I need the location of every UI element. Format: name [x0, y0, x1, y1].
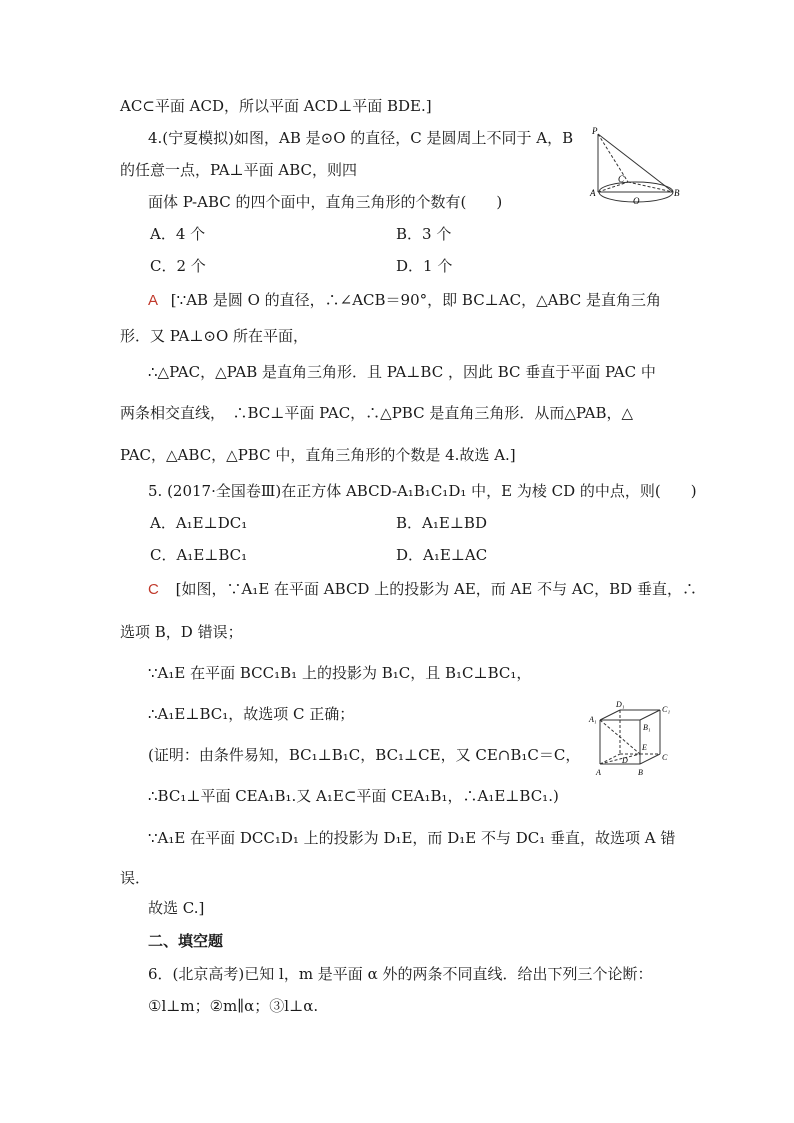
answer-5-line — [148, 579, 697, 600]
answer-5-line: ∴BC₁⊥平面 CEA₁B₁.又 A₁E⊂平面 CEA₁B₁，∴A₁E⊥BC₁.) — [148, 787, 559, 805]
answer-text: [如图，∵A₁E 在平面 ABCD 上的投影为 AE，而 AE 不与 AC，BD 垂直，∴ — [175, 580, 697, 598]
label-o: O — [633, 196, 640, 206]
text-line: AC⊂平面 ACD，所以平面 ACD⊥平面 BDE.] — [120, 97, 432, 115]
question-5-stem: 5. (2017·全国卷Ⅲ)在正方体 ABCD-A₁B₁C₁D₁ 中，E 为棱 CD 的中点，则( ) — [148, 482, 697, 500]
option-a: A．4 个 — [150, 225, 206, 243]
option-c: C．A₁E⊥BC₁ — [150, 546, 248, 564]
label-b: B — [674, 188, 680, 198]
label-a: A — [596, 768, 601, 777]
answer-5-line: 故选 C.] — [148, 899, 205, 917]
label-d: D — [622, 756, 628, 765]
label-d1: D₁ — [616, 700, 625, 709]
question-6-stem: 6．(北京高考)已知 l，m 是平面 α 外的两条不同直线．给出下列三个论断： — [148, 965, 653, 983]
answer-text: [∵AB 是圆 O 的直径，∴∠ACB＝90°，即 BC⊥AC，△ABC 是直角三角 — [170, 291, 662, 309]
question-6-stem-cont: ①l⊥m；②m∥α；③l⊥α. — [148, 997, 319, 1015]
label-c: C — [618, 174, 625, 184]
answer-5-line: ∴A₁E⊥BC₁，故选项 C 正确； — [148, 705, 355, 723]
option-b: B．3 个 — [396, 225, 452, 243]
question-4-stem: 4.(宁夏模拟)如图，AB 是⊙O 的直径，C 是圆周上不同于 A，B — [148, 129, 574, 147]
label-p: P — [592, 126, 598, 136]
answer-4-line — [148, 290, 661, 311]
label-a1: A₁ — [589, 715, 597, 724]
tetrahedron-figure — [588, 124, 680, 212]
question-4-stem-cont: 的任意一点，PA⊥平面 ABC，则四 — [120, 161, 358, 179]
answer-4-line: 形．又 PA⊥⊙O 所在平面， — [120, 327, 309, 345]
label-a: A — [590, 188, 596, 198]
option-a: A．A₁E⊥DC₁ — [150, 514, 248, 532]
option-d: D．A₁E⊥AC — [396, 546, 488, 564]
answer-4-line: ∴△PAC，△PAB 是直角三角形．且 PA⊥BC ，因此 BC 垂直于平面 PAC 中 — [148, 363, 656, 381]
label-b1: B₁ — [643, 723, 651, 732]
question-4-stem-cont: 面体 P-ABC 的四个面中，直角三角形的个数有( ) — [148, 193, 503, 211]
cube-figure — [588, 700, 680, 780]
answer-5-line: ∵A₁E 在平面 BCC₁B₁ 上的投影为 B₁C，且 B₁C⊥BC₁， — [148, 664, 532, 682]
option-b: B．A₁E⊥BD — [396, 514, 487, 532]
answer-5-line: 误． — [120, 869, 151, 887]
answer-5-line: ∵A₁E 在平面 DCC₁D₁ 上的投影为 D₁E，而 D₁E 不与 DC₁ 垂直，故选项 A 错 — [148, 829, 676, 847]
label-b: B — [638, 768, 643, 777]
answer-letter: A — [148, 292, 159, 309]
label-c1: C₁ — [662, 705, 671, 714]
answer-5-line: (证明：由条件易知，BC₁⊥B₁C，BC₁⊥CE，又 CE∩B₁C＝C， — [148, 746, 581, 764]
answer-4-line: 两条相交直线， ∴BC⊥平面 PAC，∴△PBC 是直角三角形．从而△PAB，△ — [120, 404, 633, 422]
option-d: D．1 个 — [396, 257, 453, 275]
answer-5-line: 选项 B，D 错误； — [120, 623, 243, 641]
label-e: E — [642, 743, 647, 752]
option-c: C．2 个 — [150, 257, 206, 275]
answer-letter: C — [148, 581, 159, 598]
section-heading: 二、填空题 — [148, 933, 224, 950]
label-c: C — [662, 753, 668, 762]
answer-4-line: PAC，△ABC，△PBC 中，直角三角形的个数是 4.故选 A.] — [120, 446, 516, 464]
